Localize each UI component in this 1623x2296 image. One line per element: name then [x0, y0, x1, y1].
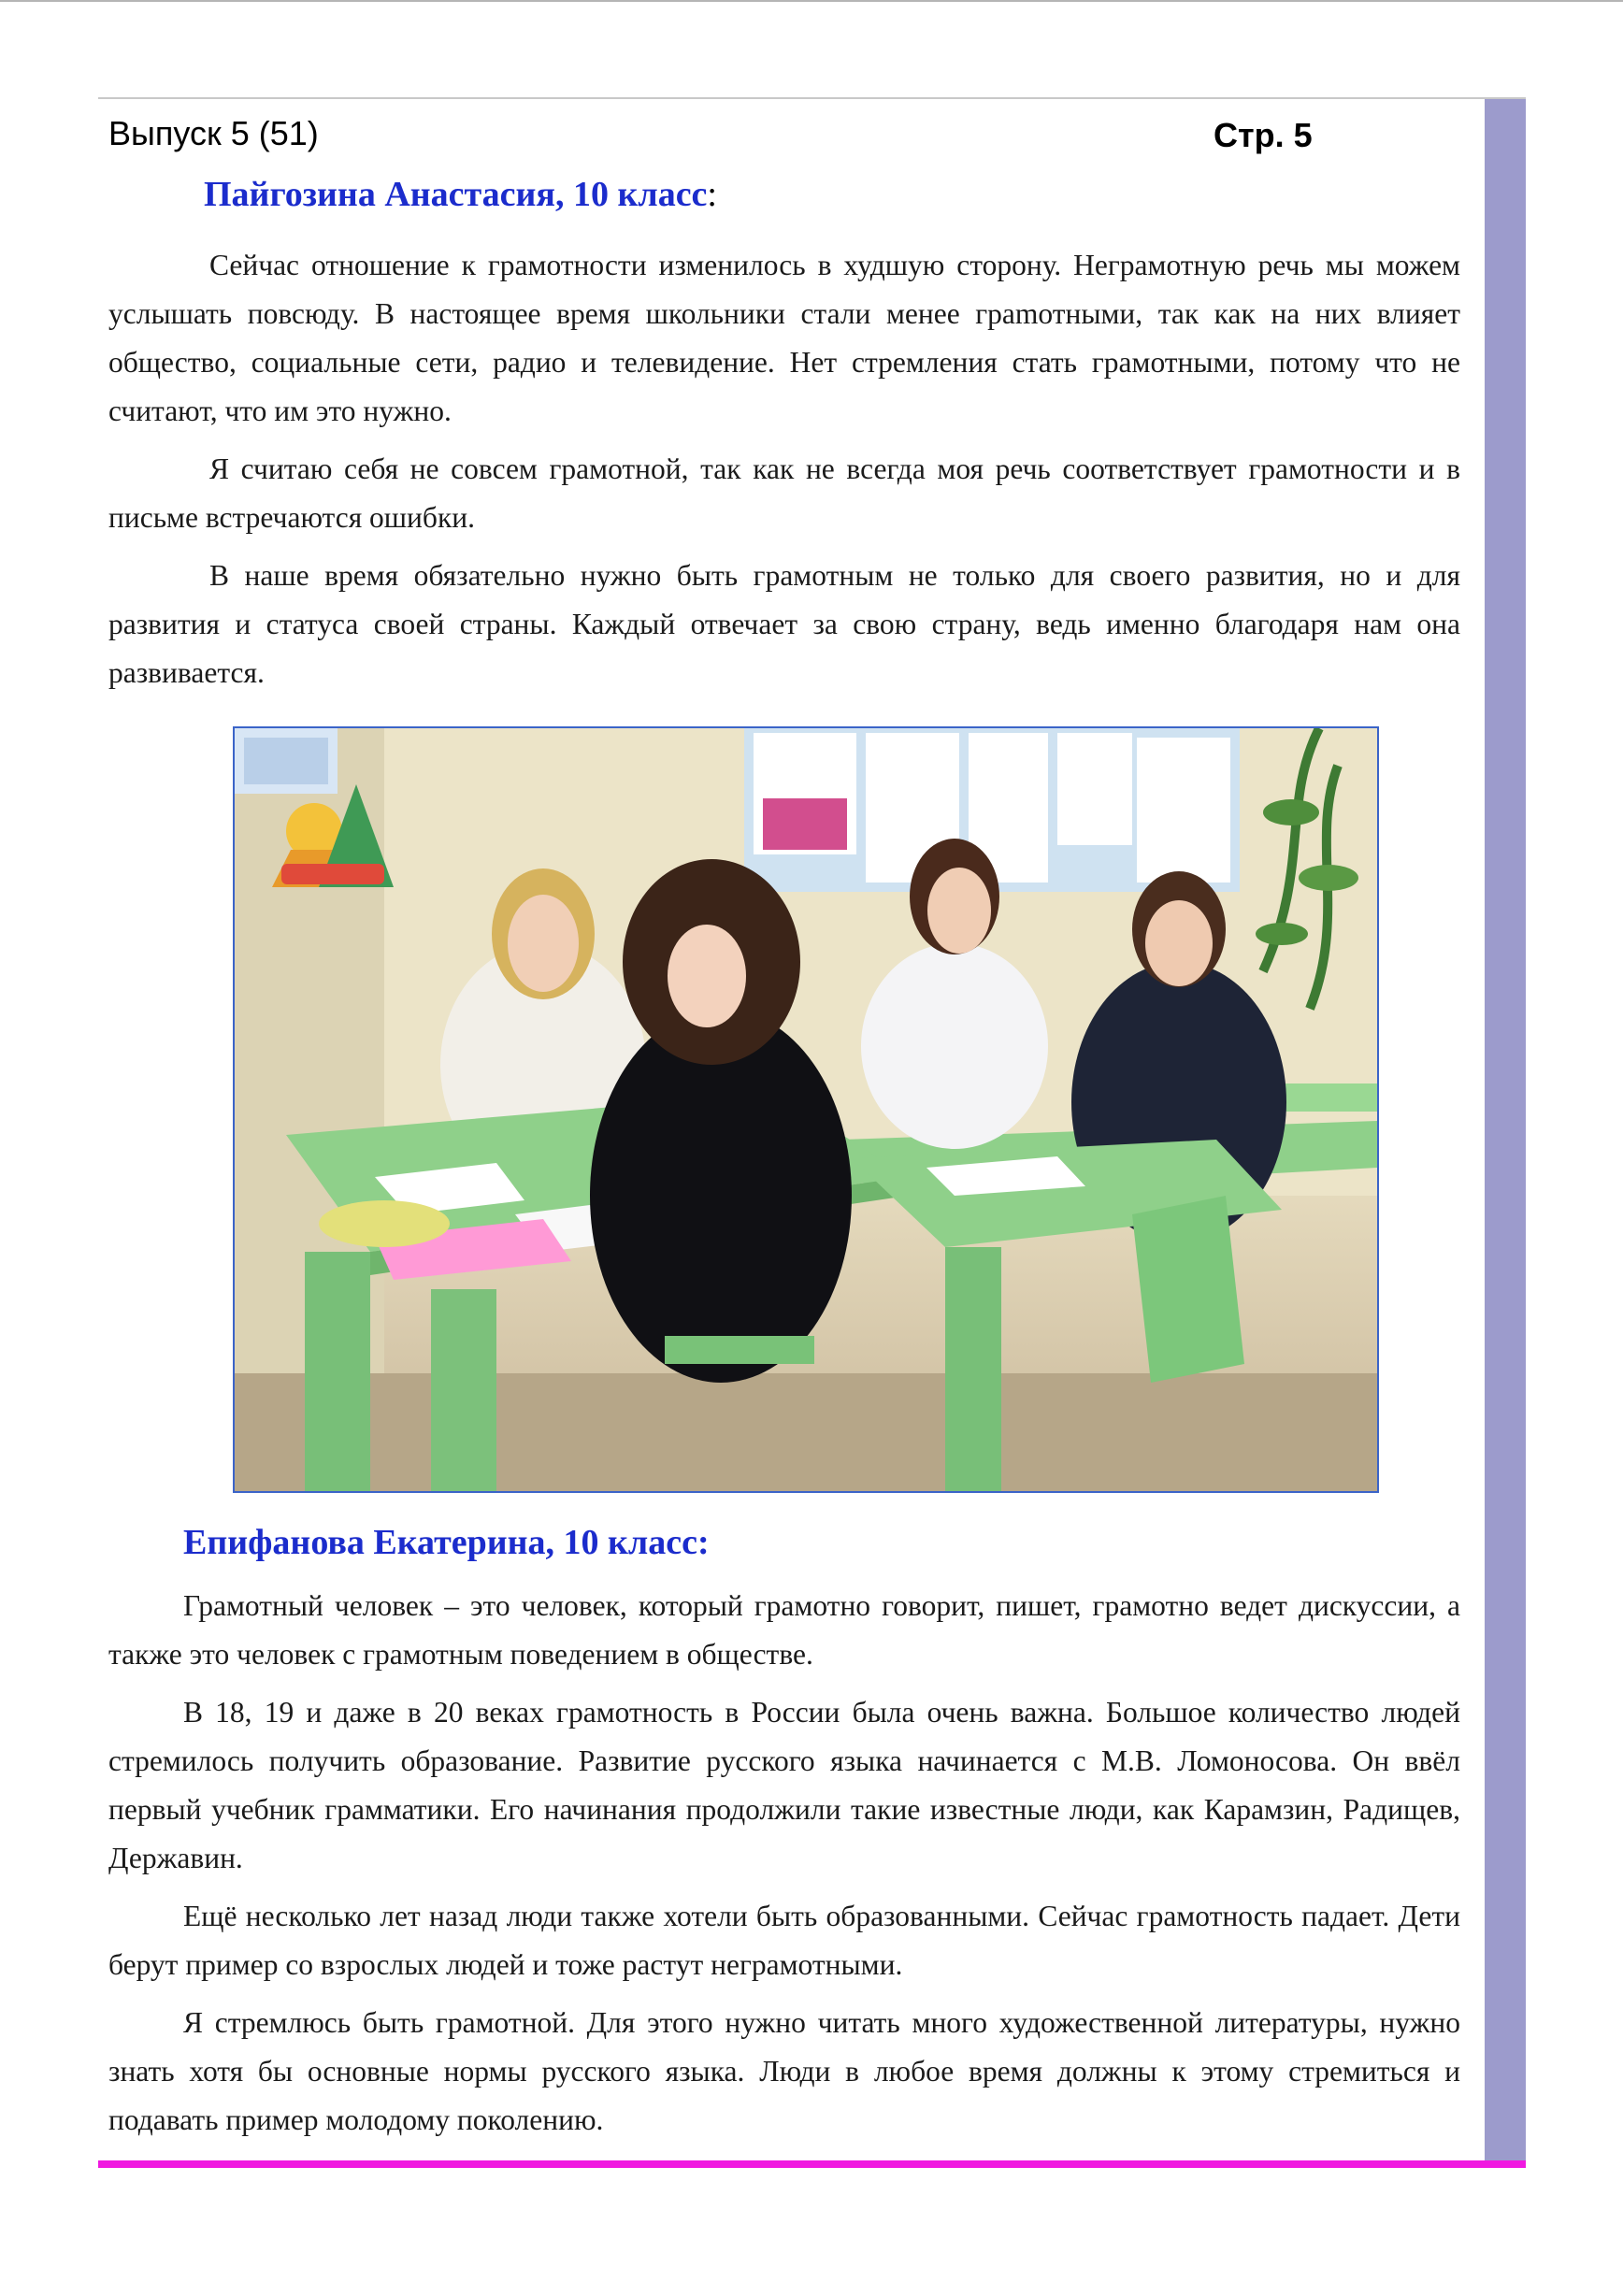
section1-heading-colon: : — [707, 175, 717, 214]
section2-paragraph: Я стремлюсь быть грамотной. Для этого нужно читать много художественной литературы, нужно знать хотя бы основные нормы русского языка. Люди в любое время должны к этому стремиться и подавать пример молодому поколению. — [108, 2006, 1460, 2136]
section1-text — [108, 241, 1460, 707]
section1-heading — [204, 174, 717, 215]
page-number: Стр. 5 — [1214, 116, 1313, 154]
page-top-border — [0, 0, 1623, 2]
decorative-side-bar — [1485, 99, 1526, 2165]
classroom-photo — [233, 726, 1379, 1493]
section1-paragraph: Сейчас отношение к грамотности изменилось в худшую сторону. Неграмотную речь мы можем услышать повсюду. В настоящее время школьники стали менее граmотными, так как на них влияет общество, социальные сети, радио и телевидение. Нет стремления стать грамотными, потому что не считают, что им это нужно. — [108, 249, 1460, 427]
section2-paragraph: Грамотный человек – это человек, который грамотно говорит, пишет, грамотно ведет дискуссии, а также это человек с грамотным поведением в обществе. — [108, 1589, 1460, 1671]
section2-heading: Епифанова Екатерина, 10 класс: — [183, 1523, 710, 1562]
issue-number: Выпуск 5 (51) — [108, 114, 319, 152]
section2-paragraph: В 18, 19 и даже в 20 веках грамотность в России была очень важна. Большое количество людей стремилось получить образование. Развитие русского языка начинается с М.В. Ломоносова. Он ввёл первый учебник грамматики. Его начинания продолжили такие известные люди, как Карамзин, Радищев, Державин. — [108, 1696, 1460, 1874]
section1-paragraph: Я считаю себя не совсем грамотной, так как не всегда моя речь соответствует грамотности и в письме встречаются ошибки. — [108, 452, 1460, 534]
section1-heading-text: Пайгозина Анастасия, 10 класс — [204, 175, 708, 214]
header-rule — [98, 97, 1526, 99]
section2-paragraph: Ещё несколько лет назад люди также хотели быть образованными. Сейчас грамотность падает. Дети берут пример со взрослых людей и тоже растут неграмотными. — [108, 1900, 1460, 1981]
decorative-bottom-bar — [98, 2160, 1526, 2168]
classroom-photo-illustration — [235, 728, 1377, 1491]
section2-text — [108, 1582, 1460, 2154]
section1-paragraph: В наше время обязательно нужно быть грамотным не только для своего развития, но и для развития и статуса своей страны. Каждый отвечает за свою страну, ведь именно благодаря нам она развивается. — [108, 559, 1460, 689]
